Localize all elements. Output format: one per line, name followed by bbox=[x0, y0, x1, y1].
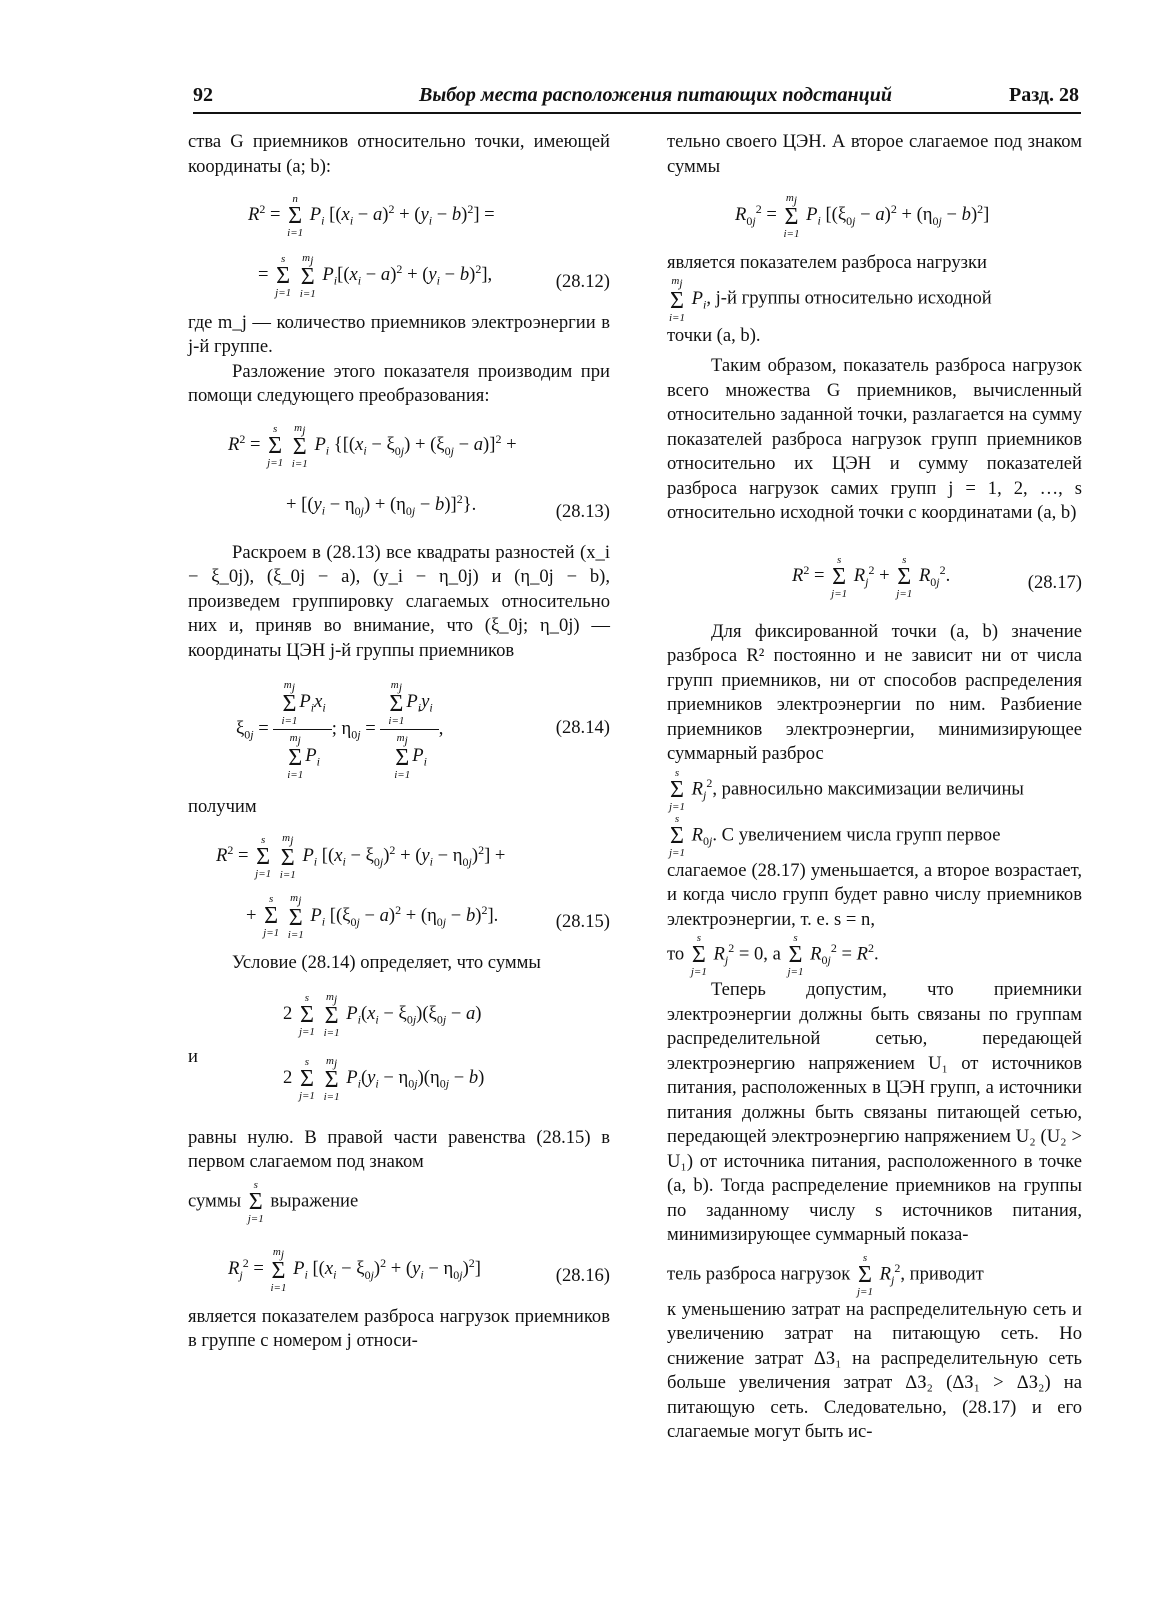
paragraph: слагаемое (28.17) уменьшается, а второе возрастает, и когда число групп будет равно числу приемников электроэнергии, т. е. s = n, bbox=[667, 859, 1082, 930]
zero-sums: 2 s Σ j=1 $m_j$ Σ i=1 $P_i(x_i - \xi_{0j})(\xi_{0j} - a)$ и 2 s Σ j=1 $m_j$ Σ i=1 $P_i(y_i - \eta_{0j})(\eta_{0j} - b)$ bbox=[188, 990, 485, 1103]
text: тель разброса нагрузок bbox=[667, 1262, 851, 1284]
equation-group-scatter: $R_{0j}^2$ = $m_j$ Σ i=1 $P_i$ $[(\xi_{0j} - a)^2 + (\eta_{0j} - b)^2]$ bbox=[735, 191, 990, 241]
paragraph: где m_j — количество приемников электроэнергии в j-й группе. bbox=[188, 311, 610, 358]
equation-number: (28.16) bbox=[555, 1264, 610, 1286]
paragraph: получим bbox=[188, 796, 257, 818]
equation-28-15: $R^2$ = s Σ j=1 $m_j$ Σ i=1 $P_i$ $[(x_i - \xi_{0j})^2 + (y_i - \eta_{0j})^2]$ + + s Σ j=1 $m_j$ Σ i=1 $P_i$ $[(\xi_{0j} - a)^2 + (\eta_{0j} - b)^2]$. (28.15) bbox=[216, 832, 610, 941]
equation-28-16: $R_j^2$ = $m_j$ Σ i=1 $P_i$ $[(x_i - \xi_{0j})^2 + (y_i - \eta_{0j})^2]$ (28.16) bbox=[228, 1245, 610, 1294]
left-column bbox=[188, 130, 610, 1354]
text: , j-й группы относительно исходной bbox=[706, 287, 992, 309]
paragraph: является показателем разброса нагрузок приемников в группе с номером j относи- bbox=[188, 1305, 610, 1352]
text: , равносильно максимизации величины bbox=[712, 777, 1024, 799]
paragraph: Разложение этого показателя производим при помощи следующего преобразования: bbox=[188, 360, 610, 407]
running-header bbox=[193, 84, 1081, 114]
paragraph: ства G приемников относительно точки, имеющей координаты (a; b): bbox=[188, 131, 610, 177]
paragraph: суммы s Σ j=1 выражение bbox=[188, 1178, 359, 1225]
equation-28-12: $R^2$ = n Σ i=1 $P_i$ $[(x_i - a)^2 + (y_i - b)^2]$ = = s Σ j=1 $m_j$ Σ i=1 $P_i[(x_i - a)^2 + (y_i - b)^2]$, (28.12) bbox=[248, 192, 610, 300]
text: = 0, а bbox=[738, 943, 781, 965]
paragraph: Условие (28.14) определяет, что суммы bbox=[232, 952, 541, 974]
equation-number: (28.12) bbox=[555, 270, 610, 292]
equation-number: (28.13) bbox=[555, 500, 610, 522]
right-column bbox=[667, 130, 1082, 1445]
text: . С увеличением числа групп первое bbox=[712, 823, 1001, 845]
paragraph: Таким образом, показатель разброса нагрузок всего множества G приемников, вычисленный относительно заданной точки, разлагается на сумму показателей разброса нагрузок групп приемников относительно их ЦЭН и сумму показателей разброса нагрузок самих групп j = 1, 2, …, s относительно исходной точки с координатами (a, b) bbox=[667, 355, 1082, 524]
paragraph: тель разброса нагрузок s Σ j=1 $R_j^2$, приводит bbox=[667, 1251, 984, 1298]
section-label: Разд. 28 bbox=[1008, 84, 1079, 106]
text: то bbox=[667, 943, 685, 965]
paragraph: Раскроем в (28.13) все квадраты разностей (x_i − ξ_0j), (ξ_0j − a), (y_i − η_0j) и (η_0j − b), произведем группировку слагаемых относительно них и, приняв во внимание, что (ξ_0j; η_0j) — координаты ЦЭН j-й группы приемников bbox=[188, 541, 610, 661]
paragraph: то s Σ j=1 $R_j^2 = 0$, а s Σ j=1 $R_{0j}^2 = R^2$. bbox=[667, 932, 879, 978]
paragraph: к уменьшению затрат на распределительную сеть и увеличению затрат на питающую сеть. Но снижение затрат ΔЗ₁ на распределительную сеть больше увеличения затрат ΔЗ₂ (ΔЗ₁ > ΔЗ₂) на питающую сеть. Следовательно, (28.17) и его слагаемые могут быть ис- bbox=[667, 1298, 1082, 1442]
page-number: 92 bbox=[193, 84, 213, 106]
text: выражение bbox=[270, 1190, 359, 1212]
paragraph: Для фиксированной точки (a, b) значение разброса R² постоянно и не зависит ни от числа групп приемников, ни от способов распределения приемников электроэнергии по ним. Разбиение приемников электроэнергии, минимизирующее суммарный разброс bbox=[667, 620, 1082, 764]
equation-28-13: $R^2$ = s Σ j=1 $m_j$ Σ i=1 $P_i$ {$[(x_i - \xi_{0j}) + (\xi_{0j} - a)]^2$ + + $[(y_i - \eta_{0j}) + (\eta_{0j} - b)]^2$}. (28.13) bbox=[228, 421, 610, 522]
paragraph: s Σ j=1 $R_j^2$, равносильно максимизации величины bbox=[669, 766, 1024, 813]
paragraph: равны нулю. В правой части равенства (28.15) в первом слагаемом под знаком bbox=[188, 1126, 610, 1173]
equation-28-14: $\xi_{0j}$ = $m_j$ Σ i=1 $P_ix_i$ $m_j$ Σ i=1 $P_i$ ; $\eta_{0j}$ = $m_j$ Σ i=1 $P_iy_i$ $m_j$ Σ i=1 $P_i$ , (28.14) bbox=[236, 679, 610, 781]
paragraph: является показателем разброса нагрузки bbox=[667, 251, 987, 273]
paragraph: $m_j$ Σ i=1 $P_i$, j-й группы относительно исходной bbox=[669, 275, 992, 324]
equation-number: (28.15) bbox=[555, 911, 610, 933]
paragraph: точки (a, b). bbox=[667, 324, 761, 346]
text: суммы bbox=[188, 1190, 242, 1212]
equation-number: (28.14) bbox=[555, 717, 610, 739]
equation-28-17: $R^2$ = s Σ j=1 $R_j^2$ + s Σ j=1 $R_{0j}^2$. (28.17) bbox=[792, 553, 1082, 600]
equation-number: (28.17) bbox=[1027, 571, 1082, 593]
paragraph: тельно своего ЦЭН. А второе слагаемое под знаком суммы bbox=[667, 131, 1082, 177]
paragraph: s Σ j=1 $R_{0j}$. С увеличением числа групп первое bbox=[669, 812, 1001, 859]
paragraph: Теперь допустим, что приемники электроэнергии должны быть связаны по группам распределительной сетью, передающей электроэнергию напряжением U₁ от источников питания, расположенных в ЦЭН групп, а источники питания должны быть связаны питающей сетью, передающей электроэнергию напряжением U₂ (U₂ > U₁) от источника питания, расположенного в точке (a, b). Тогда распределение приемников на группы по заданному числу s источников питания, минимизирующее суммарный показа- bbox=[667, 979, 1082, 1245]
conjunction: и bbox=[188, 1045, 198, 1067]
chapter-title: Выбор места расположения питающих подстанций bbox=[419, 84, 893, 106]
text: , приводит bbox=[900, 1262, 984, 1284]
